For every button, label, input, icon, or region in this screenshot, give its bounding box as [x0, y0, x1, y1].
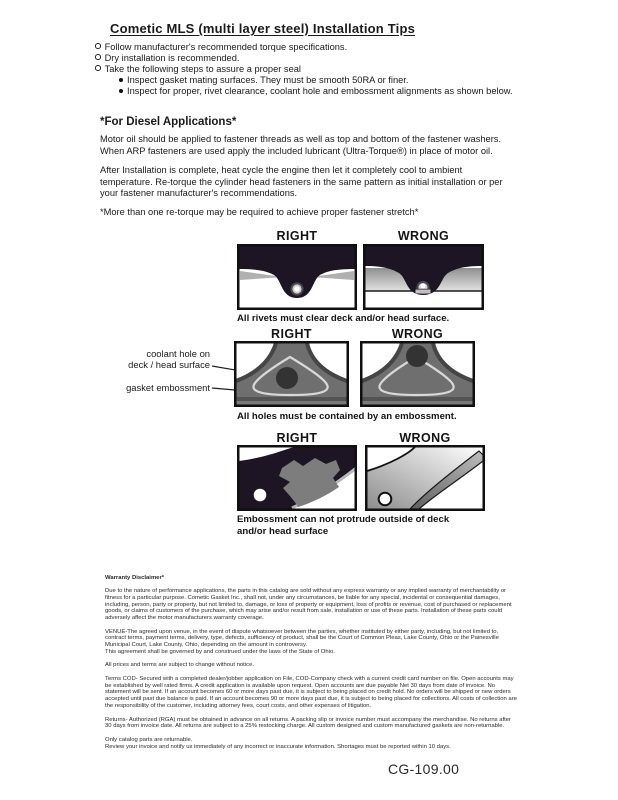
circle-bullet-icon — [95, 65, 101, 71]
warranty-disclaimer-heading: Warranty Disclaimer* — [105, 575, 165, 581]
prices-text: All prices and terms are subject to change without notice. — [105, 662, 254, 669]
holes-caption: All holes must be contained by an embossment. — [237, 411, 457, 422]
protrude-caption-line2: and/or head surface — [237, 525, 329, 537]
coolant-label-line2: deck / head surface — [128, 359, 210, 370]
diesel-paragraph-oil: Motor oil should be applied to fastener threads as well as top and bottom of the fastener washers. When ARP fasteners are used apply the included lubricant (Ultra-Torque®) in place of motor oil. — [100, 134, 502, 156]
warranty-disclaimer-text: Due to the nature of performance applications, the parts in this catalog are sold without any express warranty or any implied warranty of merchantability or fitness for a particular purpose. Cometic Gasket Inc., shall not, under any circumstances, be liable for any special, incidental or consequential damages, including, person, party or property, but not limited to, damage, or loss of property or equipment, loss of profits or revenue, cost of purchased or replacement goods, or claims of customers of the purchase, which may arise and/or result from sale, installation or use of these parts. Installation of these parts could adversely affect the motor manufacturers warranty coverage. — [105, 587, 512, 622]
list-item — [95, 42, 525, 53]
wrong-header-row3: WRONG — [399, 431, 451, 445]
hole-contained-right-diagram — [234, 341, 349, 407]
venue-governing-text: This agreement shall be governed by and construed under the laws of the State of Ohio. — [105, 649, 335, 656]
list-item — [95, 75, 525, 86]
protrude-caption-line1: Embossment can not protrude outside of deck — [237, 514, 450, 525]
embossment-right-diagram — [237, 445, 357, 511]
rivet-buried-wrong-diagram — [363, 244, 484, 310]
diesel-heading: *For Diesel Applications* — [100, 116, 237, 128]
installation-subtips-list — [95, 75, 525, 97]
legal-section — [105, 575, 519, 750]
terms-cod-text: Terms COD- Secured with a completed dealer/jobber application on File, COD-Company check with a current credit card number on file. Open accounts may be established by well rated firms. A credit application is available upon request. Open accounts are due payable Net 30 days from date of invoice. No statement will be sent. If an account becomes 60 or more days past due, it is subject to being placed on credit hold. No orders will be shipped or new orders accepted until past due balance is paid. If an account becomes 90 or more days past due, it is subject to being placed for collections. All costs of collection are the responsibility of the customer, including attorney fees, court costs, and other expenses of litigation. — [105, 675, 517, 710]
page-title: Cometic MLS (multi layer steel) Installation Tips — [110, 21, 416, 36]
tip-text: Dry installation is recommended. — [104, 53, 240, 64]
wrong-header-row1: WRONG — [397, 229, 450, 243]
dot-bullet-icon — [119, 78, 123, 82]
coolant-label-line1: coolant hole on — [146, 348, 210, 359]
circle-bullet-icon — [95, 54, 101, 60]
installation-tips-list — [95, 42, 525, 76]
dot-bullet-icon — [119, 89, 123, 93]
returnable-text: Only catalog parts are returnable. — [105, 736, 193, 743]
doc-number: CG-109.00 — [388, 761, 460, 777]
venue-text: VENUE-The agreed upon venue, in the event of dispute whatsoever between the parties, whether instituted by either party, including, but not limited to, contract terms, payment terms, delivery, type, defects, sufficiency of product, shall be the Court of Common Pleas, Lake County, Ohio or the Painesville Municipal Court, Lake County, Ohio, depending on the amount in controversy. — [105, 628, 499, 649]
right-header-row3: RIGHT — [276, 431, 318, 445]
tip-text: Take the following steps to assure a proper seal — [104, 64, 301, 75]
tip-text: Follow manufacturer's recommended torque specifications. — [104, 42, 348, 52]
review-invoice-text: Review your invoice and notify us immediately of any incorrect or inaccurate information. Shortages must be reported within 10 days. — [105, 743, 451, 750]
subtip-text: Inspect gasket mating surfaces. They must be smooth 50RA or finer. — [127, 75, 409, 85]
diesel-paragraph-retorque: After Installation is complete, heat cycle the engine then let it completely cool to ambient temperature. Re-torque the cylinder head fasteners in the same pattern as initial installation or per your fastener manufacturer's recommendations. — [100, 165, 503, 199]
wrong-header-row2: WRONG — [391, 327, 444, 341]
subtip-text: Inspect for proper, rivet clearance, coolant hole and embossment alignments as shown below. — [127, 86, 513, 97]
returns-text: Returns- Authorized (RGA) must be obtained in advance on all returns. A packing slip or invoice number must accompany the merchandise. No returns after 30 days from invoice date. All returns are subject to a 25% restocking charge. All custom designed and custom manufactured gaskets are non-returnable. — [105, 716, 512, 730]
gasket-embossment-label: gasket embossment — [126, 382, 210, 393]
list-item — [95, 53, 525, 64]
right-header-row2: RIGHT — [271, 327, 312, 341]
protrude-caption — [237, 514, 497, 537]
hole-outside-wrong-diagram — [360, 341, 475, 407]
rivet-clear-right-diagram — [237, 244, 357, 310]
diesel-note: *More than one re-torque may be required to achieve proper fastener stretch* — [100, 207, 419, 217]
list-item — [95, 86, 525, 97]
list-item — [95, 64, 525, 75]
embossment-wrong-diagram — [365, 445, 485, 511]
right-header-row1: RIGHT — [276, 229, 318, 243]
circle-bullet-icon — [95, 43, 101, 49]
rivets-caption: All rivets must clear deck and/or head surface. — [237, 313, 450, 324]
